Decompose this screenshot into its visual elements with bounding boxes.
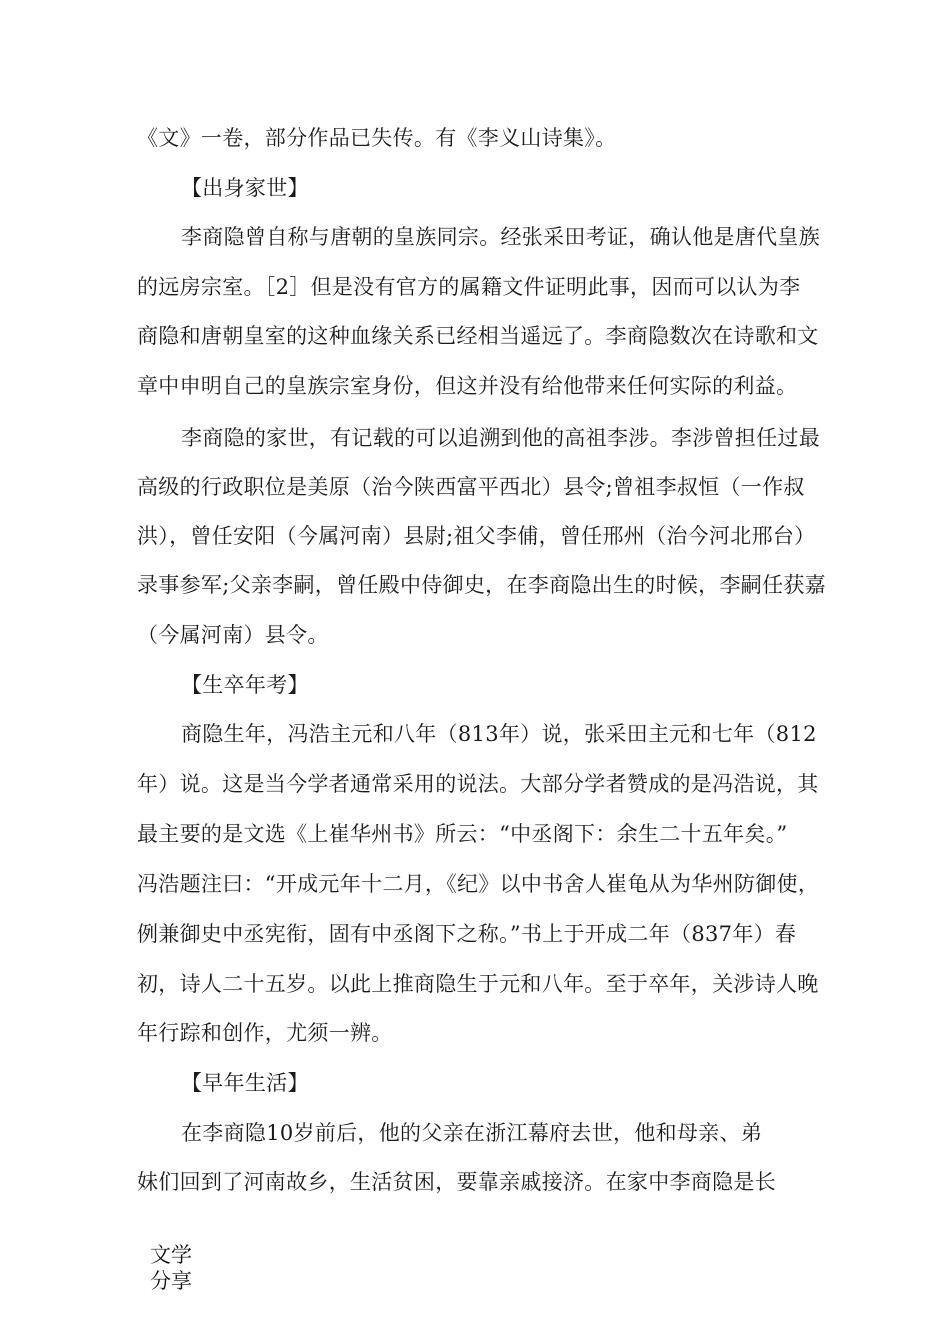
text-line: 《文》一卷，部分作品已失传。有《李义山诗集》。 xyxy=(137,126,617,150)
footer-label-line2: 分享 xyxy=(150,1269,192,1293)
text-line: 妹们回到了河南故乡，生活贫困，要靠亲戚接济。在家中李商隐是长 xyxy=(137,1170,776,1194)
text-line: 最主要的是文选《上崔华州书》所云：“中丞阁下：余生二十五年矣。” xyxy=(137,822,788,846)
section-heading-early-life: 【早年生活】 xyxy=(181,1071,309,1095)
text-line: 在李商隐10岁前后，他的父亲在浙江幕府去世，他和母亲、弟 xyxy=(181,1121,763,1145)
text-line: 商隐和唐朝皇室的这种血缘关系已经相当遥远了。李商隐数次在诗歌和文 xyxy=(137,324,819,348)
text-line: 李商隐的家世，有记载的可以追溯到他的高祖李涉。李涉曾担任过最 xyxy=(181,426,820,450)
text-line: 录事参军;父亲李嗣，曾任殿中侍御史，在李商隐出生的时候，李嗣任获嘉 xyxy=(137,573,826,597)
text-line: （今属河南）县令。 xyxy=(137,623,329,647)
text-line: 洪），曾任安阳（今属河南）县尉;祖父李俌，曾任邢州（治今河北邢台） xyxy=(137,524,816,548)
text-line: 初，诗人二十五岁。以此上推商隐生于元和八年。至于卒年，关涉诗人晚 xyxy=(137,972,819,996)
footer-label-line1: 文学 xyxy=(150,1243,192,1267)
text-line: 李商隐曾自称与唐朝的皇族同宗。经张采田考证，确认他是唐代皇族 xyxy=(181,225,820,249)
text-line: 的远房宗室。［2］但是没有官方的属籍文件证明此事，因而可以认为李 xyxy=(137,275,801,299)
text-line: 章中申明自己的皇族宗室身份，但这并没有给他带来任何实际的利益。 xyxy=(137,374,798,398)
section-heading-birth-death: 【生卒年考】 xyxy=(181,673,309,697)
text-line: 年行踪和创作，尤须一辨。 xyxy=(137,1021,393,1045)
text-line: 冯浩题注曰：“开成元年十二月，《纪》以中书舍人崔龟从为华州防御使， xyxy=(137,872,820,896)
text-line: 商隐生年，冯浩主元和八年（813年）说，张采田主元和七年（812 xyxy=(181,722,817,746)
section-heading-origin: 【出身家世】 xyxy=(181,176,309,200)
text-line: 年）说。这是当今学者通常采用的说法。大部分学者赞成的是冯浩说，其 xyxy=(137,772,819,796)
text-line: 高级的行政职位是美原（治今陕西富平西北）县令;曾祖李叔恒（一作叔 xyxy=(137,475,805,499)
text-line: 例兼御史中丞宪衔，固有中丞阁下之称。”书上于开成二年（837年）春 xyxy=(137,922,797,946)
